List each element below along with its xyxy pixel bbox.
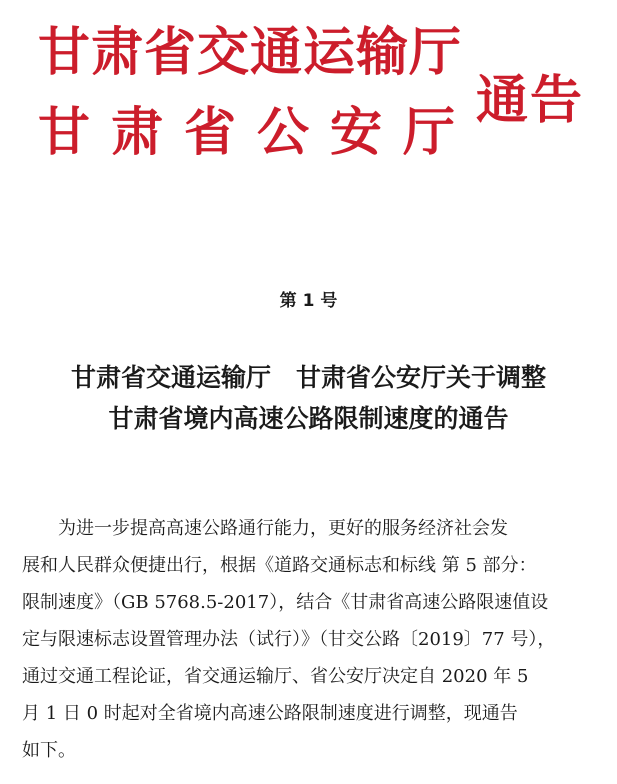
issuer-public-security-department: 甘肃省公安厅 [38,102,477,163]
body-line: 展和人民群众便捷出行，根据《道路交通标志和标线 第 5 部分： [22,555,537,576]
document-number: 第 1 号 [279,291,338,311]
body-line: 定与限速标志设置管理办法（试行）》（甘交公路〔2019〕77 号）， [22,629,556,650]
body-line: 为进一步提高高速公路通行能力，更好的服务经济社会发 [58,518,508,539]
document-header [0,0,617,170]
notice-heading: 通告 [476,70,585,131]
document-title-line-1: 甘肃省交通运输厅 甘肃省公安厅关于调整 [70,363,546,392]
body-line: 月 1 日 0 时起对全省境内高速公路限制速度进行调整，现通告 [22,703,518,724]
document-title-line-2: 甘肃省境内高速公路限制速度的通告 [108,404,509,433]
issuer-transport-department: 甘肃省交通运输厅 [38,22,463,83]
body-line: 限制速度》（GB 5768.5-2017），结合《甘肃省高速公路限速值设 [22,592,549,613]
body-line: 通过交通工程论证，省交通运输厅、省公安厅决定自 2020 年 5 [22,666,529,687]
body-line: 如下。 [22,740,76,761]
